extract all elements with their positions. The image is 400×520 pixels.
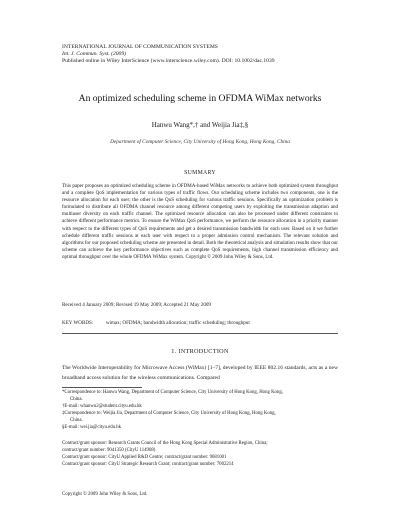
introduction-text: The Worldwide Interoperability for Microwave Access (WiMax) [1–7], developed by IEEE 802.16 standards, acts as a new broadband access solution for the wireless communications. Compared xyxy=(62,365,338,381)
footnote-email-1: †E-mail: whanwu2@student.cityu.edu.hk xyxy=(62,404,142,409)
footnote-correspondence-2 xyxy=(62,411,338,425)
author-list: Hanwu Wang*,† and Weijia Jia‡,§ xyxy=(151,121,249,129)
footnote-correspondence-1 xyxy=(62,390,338,404)
keywords-label: KEY WORDS: xyxy=(62,320,94,326)
section-divider xyxy=(62,333,338,334)
grant-sponsor-2: Contract/grant sponsor: CityU Applied R&D Centre; contract/grant number: 9681001 xyxy=(62,455,227,460)
summary-heading: SUMMARY xyxy=(184,170,216,176)
received-dates: Received 4 January 2009; Revised 19 May 2009; Accepted 21 May 2009 xyxy=(62,302,211,308)
abstract-text: This paper proposes an optimized scheduling scheme in OFDMA-based WiMax networks to achieve both optimized system throughput and a complete QoS implementation for various types of traffic flows. Our scheduling scheme includes two components, one is the resource allocation for each user; the other is the QoS scheduling for various traffic sessions. Specifically an optimization problem is formulated to distribute all OFDMA channel resource among different competing users by exploiting the transmission adaption and multiuser diversity on each traffic channel. The optimized resource allocation can also be processed under different constraints to achieve different performance metrics. To ensure the WiMax QoS performance, we perform the resource allocation in a priority manner with respect to the different types of QoS requirements and get a desired transmission bandwidth for each user. Based on it we further schedule different traffic sessions at each user with respect to a proper admission control mechanism. The relevant solution and algorithms for our proposed scheduling scheme are presented in detail. Both the theoretical analysis and simulation results show that our scheme can achieve the key performance objectives such as complete QoS requirements, high channel transmission efficiency and optimal throughput over the whole OFDMA WiMax system. Copyright © 2009 John Wiley & Sons, Ltd. xyxy=(62,183,338,260)
grant-sponsor-1 xyxy=(62,441,338,455)
footnote-line: ‡Correspondence to: Weijia Jia, Department of Computer Science, City University of Hong Kong, Hong Kong, xyxy=(62,411,276,416)
footnote-line: China. xyxy=(70,417,83,423)
footnote-line: China. xyxy=(70,396,83,402)
publication-info: Published online in Wiley InterScience (www.interscience.wiley.com). DOI: 10.1002/dac.1039 xyxy=(62,58,275,64)
grant-sponsor-3: Contract/grant sponsor: CityU Strategic Research Grant; contract/grant number: 7002214 xyxy=(62,462,234,467)
introduction-heading: 1. INTRODUCTION xyxy=(171,348,229,355)
author-affiliation: Department of Computer Science, City University of Hong Kong, Hong Kong, China xyxy=(110,139,290,145)
keywords xyxy=(62,320,250,326)
journal-citation: Int. J. Commun. Syst. (2009) xyxy=(62,51,127,57)
keywords-value: wimax; OFDMA; bandwidth allocation; traffic scheduling; throughput xyxy=(105,320,250,326)
paper-title: An optimized scheduling scheme in OFDMA WiMax networks xyxy=(78,93,322,104)
footnote-divider xyxy=(62,387,142,388)
grant-line: Contract/grant sponsor: Research Grants Council of the Hong Kong Special Administrative Region, China; xyxy=(62,441,268,446)
copyright-notice: Copyright © 2009 John Wiley & Sons, Ltd. xyxy=(62,492,148,497)
journal-name: INTERNATIONAL JOURNAL OF COMMUNICATION SYSTEMS xyxy=(62,44,218,50)
footnote-email-2: §E-mail: wei.jia@cityu.edu.hk xyxy=(62,425,122,430)
grant-line: contract/grant number: 9041350 (CityU 114908) xyxy=(62,447,156,453)
footnote-line: *Correspondence to: Hanwu Wang, Department of Computer Science, City University of Hong Kong, Hong Kong, xyxy=(62,390,283,395)
